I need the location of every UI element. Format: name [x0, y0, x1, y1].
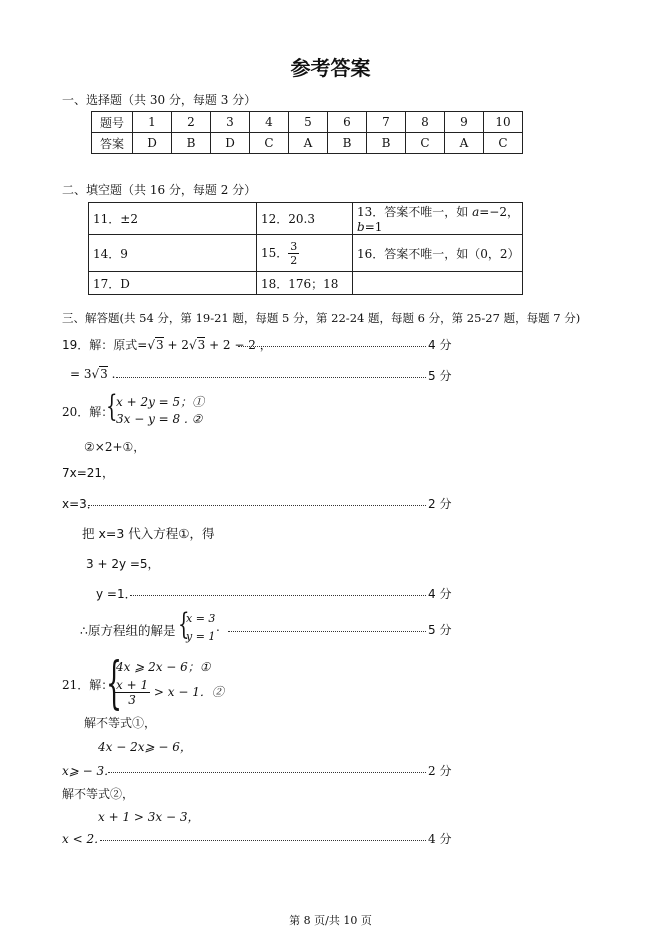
dotted-leader — [100, 840, 426, 841]
page-footer: 第 8 页/共 10 页 — [289, 914, 372, 927]
table-row — [89, 203, 523, 235]
brace: { — [106, 651, 123, 716]
page-title: 参考答案 — [290, 56, 371, 80]
sqrt: 3 — [155, 338, 164, 352]
table-row — [89, 272, 523, 295]
table-cell: C — [406, 133, 445, 154]
q20-conclusion: ∴原方程组的解是 — [80, 623, 176, 638]
var: b — [357, 220, 365, 234]
points: 2 分 — [428, 764, 452, 778]
text: + 2 — [163, 338, 189, 352]
table-row-answers — [92, 133, 523, 154]
table-cell: C — [484, 133, 523, 154]
table-cell: C — [250, 133, 289, 154]
q20-step: ②×2+①， — [84, 440, 146, 454]
table-cell: A — [445, 133, 484, 154]
section3-heading: 三、解答题(共 54 分，第 19-21 题，每题 5 分，第 22-24 题，每题 6 分，第 25-27 题，每题 7 分) — [62, 311, 581, 325]
sqrt: 3 — [197, 338, 206, 352]
q21-label: 21．解： — [62, 678, 114, 692]
q20-step: 3 + 2y =5， — [86, 557, 160, 571]
q20-sol1: x = 3 — [186, 612, 216, 625]
dotted-leader — [130, 595, 426, 596]
q19-line1: 19．解：原式=√3 + 2√3 + 2 − 2 ， — [62, 338, 272, 352]
table-cell: 8 — [406, 112, 445, 133]
table-cell — [353, 203, 523, 235]
text: = 3 — [70, 367, 92, 381]
dotted-leader — [108, 772, 426, 773]
table-cell: 5 — [289, 112, 328, 133]
sqrt: 3 — [100, 367, 108, 381]
table-cell: 1 — [133, 112, 172, 133]
text: + 2 − 2 ， — [205, 338, 272, 352]
text: 19．解：原式= — [62, 338, 148, 352]
brace: { — [178, 607, 190, 642]
text: =−2， — [479, 205, 519, 219]
table-cell: 3 — [211, 112, 250, 133]
q20-eq1: x + 2y = 5；① — [116, 395, 205, 409]
fraction — [288, 240, 299, 267]
denominator: 3 — [128, 693, 136, 707]
q20-label: 20．解： — [62, 405, 114, 419]
table-cell: 16．答案不唯一，如（0，2） — [353, 235, 523, 272]
numerator: x + 1 — [116, 678, 149, 692]
q20-step: 7x=21， — [62, 466, 115, 480]
table-cell: B — [172, 133, 211, 154]
dotted-leader — [238, 346, 426, 347]
text: > x − 1．② — [150, 685, 224, 699]
points: 5 分 — [428, 369, 452, 383]
points: 2 分 — [428, 497, 452, 511]
table-cell: 14．9 — [89, 235, 257, 272]
row-answer-label: 答案 — [92, 133, 133, 154]
table-cell — [257, 235, 353, 272]
table-cell: 7 — [367, 112, 406, 133]
fraction — [114, 678, 150, 707]
q20-eq2: 3x − y = 8 . ② — [116, 412, 203, 426]
points: 5 分 — [428, 623, 452, 637]
var: a — [472, 205, 480, 219]
table-row-numbers — [92, 112, 523, 133]
table-cell — [353, 272, 523, 295]
table-cell: 10 — [484, 112, 523, 133]
q21-step: 解不等式①， — [84, 716, 157, 730]
table-cell: D — [211, 133, 250, 154]
table-row — [89, 235, 523, 272]
table-cell: B — [328, 133, 367, 154]
q19-line2: = 3√3 . — [70, 367, 116, 381]
q21-step: x⩾ − 3． — [62, 764, 117, 778]
choice-answer-table — [91, 111, 523, 154]
q20-step: x=3． — [62, 497, 99, 511]
text: . — [216, 620, 220, 634]
q20-step: 把 x=3 代入方程①，得 — [82, 526, 215, 541]
table-cell: 17．D — [89, 272, 257, 295]
q20-sol2: y = 1 — [186, 630, 216, 643]
table-cell: 12．20.3 — [257, 203, 353, 235]
text: 13．答案不唯一，如 — [357, 205, 473, 219]
dotted-leader — [116, 377, 426, 378]
table-cell: 18．176；18 — [257, 272, 353, 295]
table-cell: A — [289, 133, 328, 154]
text: 15． — [261, 245, 289, 260]
denominator: 2 — [290, 253, 298, 267]
table-cell: D — [133, 133, 172, 154]
dotted-leader — [88, 505, 426, 506]
q21-step: 解不等式②， — [62, 787, 135, 801]
text: =1 — [364, 220, 383, 234]
section1-heading: 一、选择题（共 30 分，每题 3 分） — [62, 93, 257, 107]
points: 4 分 — [428, 338, 452, 352]
q21-step: x < 2． — [62, 832, 107, 846]
fill-answer-table — [88, 202, 523, 295]
dotted-leader — [228, 631, 426, 632]
table-cell: B — [367, 133, 406, 154]
row-header-label: 题号 — [92, 112, 133, 133]
table-cell: 11．±2 — [89, 203, 257, 235]
numerator: 3 — [290, 239, 298, 253]
text: . — [107, 367, 116, 381]
points: 4 分 — [428, 587, 452, 601]
table-cell: 9 — [445, 112, 484, 133]
q21-step: x + 1 > 3x − 3， — [98, 810, 200, 824]
q20-step: y =1． — [96, 587, 137, 601]
q21-ineq1: 4x ⩾ 2x − 6；① — [116, 660, 211, 674]
q21-ineq2 — [114, 678, 224, 707]
q21-step: 4x − 2x⩾ − 6， — [98, 740, 192, 754]
points: 4 分 — [428, 832, 452, 846]
section2-heading: 二、填空题（共 16 分，每题 2 分） — [62, 183, 257, 197]
table-cell: 6 — [328, 112, 367, 133]
brace: { — [106, 389, 118, 424]
table-cell: 4 — [250, 112, 289, 133]
table-cell: 2 — [172, 112, 211, 133]
